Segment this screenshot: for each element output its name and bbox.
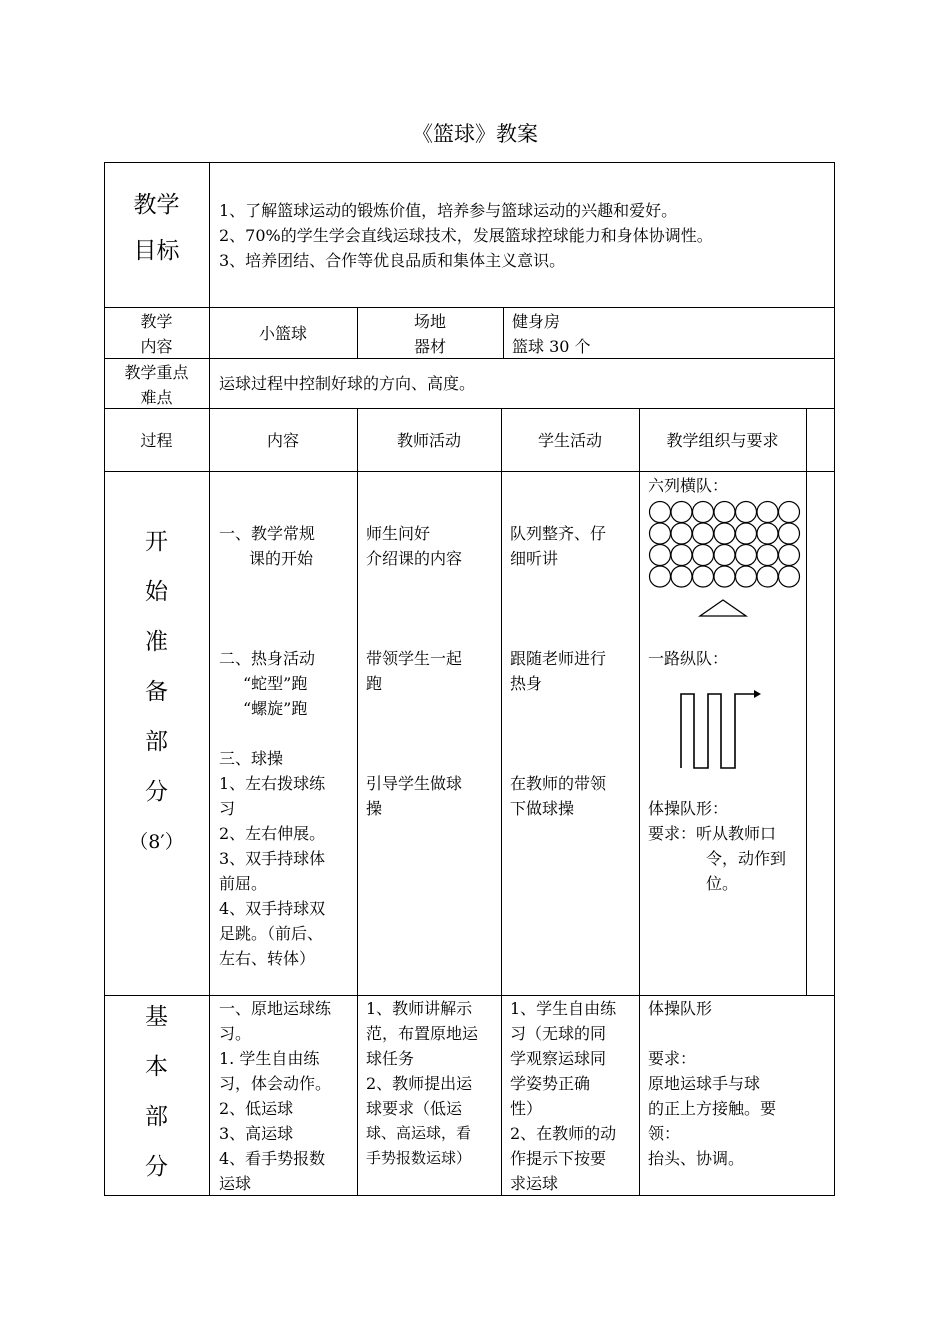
basic-student [510,996,616,1196]
objectives-label-line1: 教学 [133,192,180,218]
venue-label-line1: 场地 [413,312,446,331]
key-points-value: 运球过程中控制好球的方向、高度。 [219,374,476,393]
student-line: 学姿势正确 [510,1074,591,1093]
req-line: 要求：听从教师口 [648,824,777,843]
content-line: 3、双手持球体 [219,849,326,868]
formation-gym-label: 体操队形： [648,799,729,818]
basic-organization [648,996,776,1171]
student-circle [693,502,714,523]
student-circle [736,545,757,566]
content-line: 1. 学生自由练 [219,1049,320,1068]
content-line: 运球 [219,1174,252,1193]
header-organization: 教学组织与要求 [666,431,779,450]
student-line: 下做球操 [510,799,575,818]
student-circle [736,523,757,544]
student-line: 2、在教师的动 [510,1124,617,1143]
student-line: 求运球 [510,1174,559,1193]
content-line: “蛇型”跑 [243,674,308,693]
objective-item: 1、了解篮球运动的锻炼价值，培养参与篮球运动的兴趣和爱好。 [219,201,678,220]
objectives-label-line2: 目标 [133,238,180,264]
student-circle [757,566,778,587]
content-line: 左右、转体） [219,949,316,968]
start-teacher [366,521,462,821]
objectives-list [219,198,713,273]
teacher-triangle-icon [700,600,746,616]
org-line: 体操队形 [648,999,713,1018]
teacher-line: 2、教师提出运 [366,1074,473,1093]
phase-char: 分 [145,1154,168,1180]
content-line: 2、左右伸展。 [219,824,326,843]
teacher-line: 手势报数运球） [366,1149,472,1167]
content-line: 3、高运球 [219,1124,294,1143]
phase-char: 部 [145,729,168,755]
teacher-line: 球任务 [366,1049,415,1068]
student-line: 性） [510,1099,543,1118]
teacher-line: 介绍课的内容 [366,549,463,568]
teacher-line: 带领学生一起 [366,649,463,668]
basic-teacher [366,996,478,1171]
teacher-line: 引导学生做球 [366,774,463,793]
org-line: 领： [648,1124,681,1143]
org-line: 的正上方接触。要 [648,1099,777,1118]
venue-label [357,309,503,359]
key-points-label-line2: 难点 [140,388,173,407]
header-student: 学生活动 [537,431,602,450]
student-circle [714,566,735,587]
start-student [510,521,606,821]
phase-char: 部 [145,1104,168,1130]
formation-single-column-label: 一路纵队： [648,649,729,668]
start-phase-label [104,517,209,867]
content-line: 足跳。（前后、 [219,924,324,943]
phase-duration: （8′） [129,831,184,853]
venue-line2: 篮球 30 个 [512,337,591,356]
teacher-line: 跑 [366,674,383,693]
content-line: “螺旋”跑 [243,699,308,718]
phase-char: 分 [145,779,168,805]
content-value: 小篮球 [258,324,307,343]
org-line [648,1021,776,1046]
phase-char: 始 [145,579,168,605]
student-circle [736,502,757,523]
student-circle [757,523,778,544]
venue-label-line2: 器材 [413,337,446,356]
content-label [104,309,209,359]
key-points-label [104,360,209,410]
venue-line1: 健身房 [512,312,561,331]
req-line: 位。 [706,874,739,893]
student-circle [736,566,757,587]
student-circle [779,545,800,566]
snake-run-diagram [676,688,762,772]
teacher-line: 球、高运球，看 [366,1124,472,1142]
student-circle [671,502,692,523]
start-content [219,521,325,971]
phase-char: 本 [145,1054,168,1080]
student-circle [779,523,800,544]
content-line: 一、教学常规 [219,524,316,543]
phase-char: 基 [145,1004,168,1030]
objective-item: 2、70%的学生学会直线运球技术，发展篮球控球能力和身体协调性。 [219,226,713,245]
header-content: 内容 [266,431,299,450]
teacher-line: 1、教师讲解示 [366,999,473,1018]
content-line: 前屈。 [219,874,268,893]
start-org-requirements [648,796,786,896]
header-process: 过程 [140,431,173,450]
teacher-line: 球要求（低运 [366,1099,463,1118]
student-circle [671,566,692,587]
phase-char: 准 [145,629,168,655]
content-line: 一、原地运球练 [219,999,332,1018]
content-line: 1、左右拨球练 [219,774,326,793]
objectives-label [104,182,209,274]
student-line: 跟随老师进行 [510,649,607,668]
org-line: 要求： [648,1049,697,1068]
content-line: 三、球操 [219,749,284,768]
phase-char: 开 [145,529,168,555]
teacher-line: 操 [366,799,383,818]
student-circle [650,566,671,587]
content-line: 4、双手持球双 [219,899,326,918]
snake-run-path [681,694,754,768]
student-line: 学观察运球同 [510,1049,607,1068]
student-line: 1、学生自由练 [510,999,617,1018]
org-line: 原地运球手与球 [648,1074,761,1093]
header-teacher: 教师活动 [396,431,461,450]
content-label-line1: 教学 [140,312,173,331]
venue-value [512,309,591,359]
student-circle [671,545,692,566]
objective-item: 3、培养团结、合作等优良品质和集体主义意识。 [219,251,566,270]
content-line: 课的开始 [249,549,314,568]
student-circle [650,545,671,566]
student-circle [714,545,735,566]
arrow-head-icon [754,690,761,698]
teacher-line: 范，布置原地运 [366,1024,479,1043]
phase-char: 备 [145,679,168,705]
content-line: 二、热身活动 [219,649,316,668]
student-circle [693,566,714,587]
org-line: 抬头、协调。 [648,1149,745,1168]
student-circle [693,523,714,544]
student-line: 热身 [510,674,543,693]
formation-six-rows-label: 六列横队： [648,476,729,495]
teacher-line: 师生问好 [366,524,431,543]
content-line: 习。 [219,1024,252,1043]
student-circle [693,545,714,566]
document-title: 《篮球》教案 [412,122,538,146]
student-circle [671,523,692,544]
content-line: 2、低运球 [219,1099,294,1118]
student-circle [650,502,671,523]
student-circle [650,523,671,544]
student-line: 细听讲 [510,549,559,568]
content-line: 4、看手势报数 [219,1149,326,1168]
basic-content [219,996,331,1196]
student-circle [779,566,800,587]
content-line: 习，体会动作。 [219,1074,332,1093]
basic-phase-label [104,992,209,1192]
student-line: 在教师的带领 [510,774,607,793]
formation-grid-diagram [648,500,798,628]
req-line: 令，动作到 [706,849,787,868]
student-line: 队列整齐、仔 [510,524,607,543]
key-points-label-line1: 教学重点 [124,363,189,382]
content-label-line2: 内容 [140,337,173,356]
student-circle [714,502,735,523]
student-circle [714,523,735,544]
student-circle [779,502,800,523]
student-line: 作提示下按要 [510,1149,607,1168]
student-circle [757,502,778,523]
student-line: 习（无球的同 [510,1024,607,1043]
student-circle [757,545,778,566]
content-line: 习 [219,799,236,818]
